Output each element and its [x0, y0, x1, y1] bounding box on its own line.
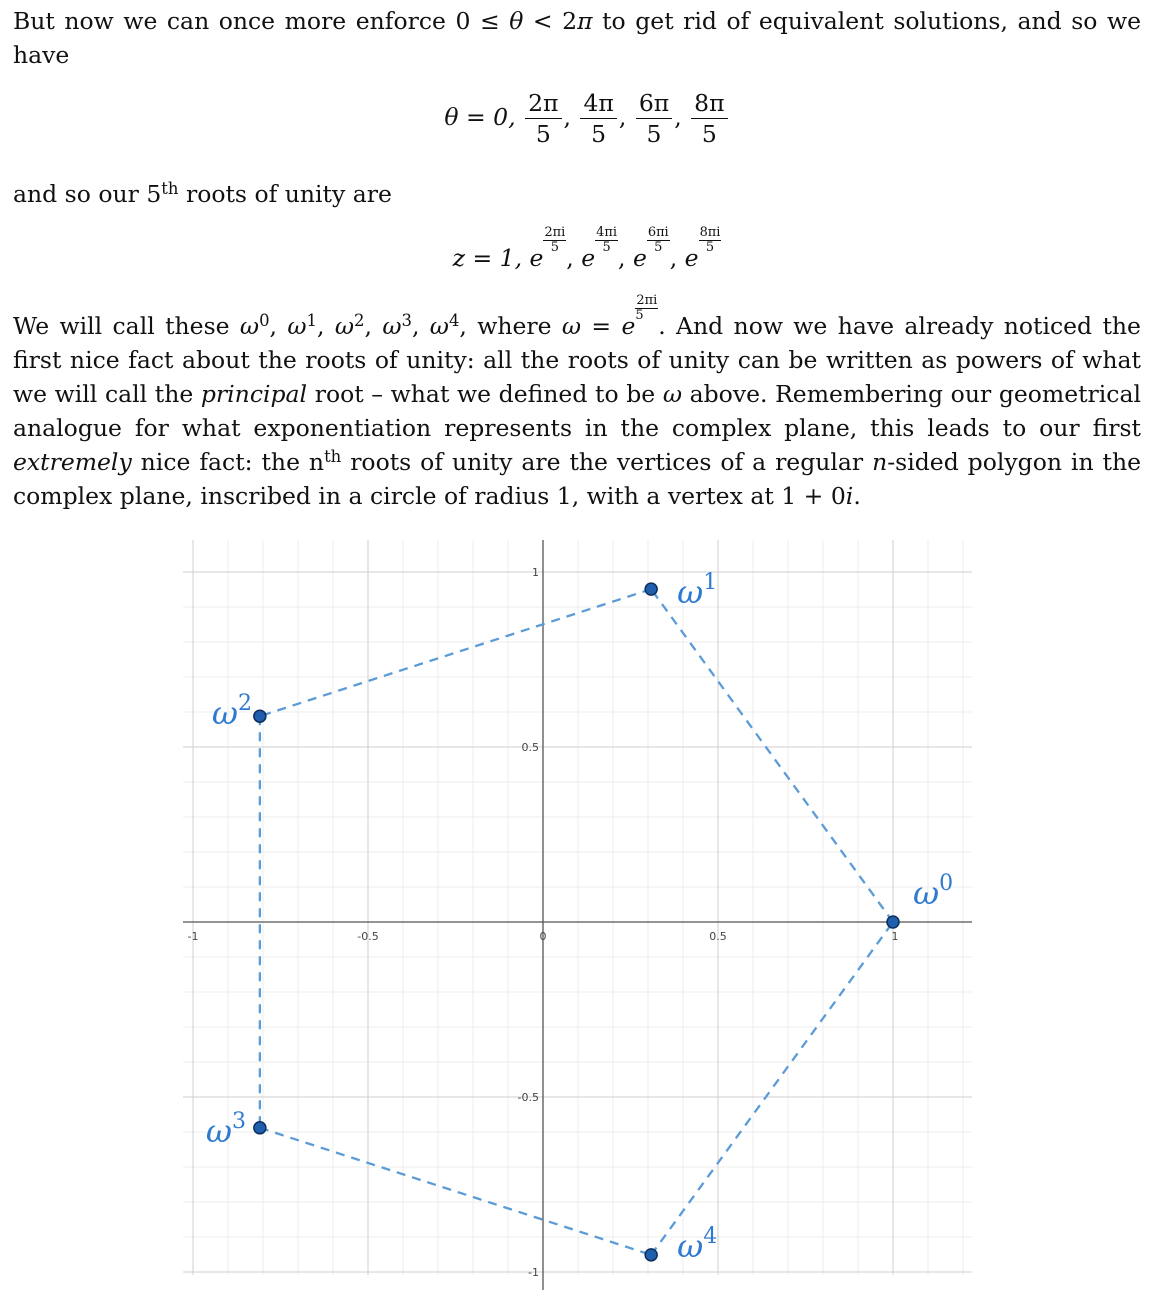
- polygon-edge: [260, 1128, 651, 1255]
- fraction-denominator: 5: [591, 120, 607, 148]
- text-run: < 2: [523, 7, 578, 35]
- exponent-fraction: [595, 226, 618, 255]
- polygon-edge: [260, 589, 651, 716]
- exponent-fraction: [635, 294, 658, 323]
- text-run: We will call these: [13, 312, 240, 340]
- root-labels: [206, 570, 953, 1265]
- omega-symbol: ω: [239, 312, 260, 340]
- n-symbol: n: [872, 448, 888, 476]
- emphasis-text: principal: [200, 380, 308, 408]
- omega-symbol: ω: [287, 312, 307, 340]
- text-run: and so our 5: [13, 180, 162, 208]
- paragraph-intro: [13, 4, 1141, 72]
- fraction-6pi-5: [636, 88, 672, 149]
- polygon-edge: [651, 922, 893, 1255]
- text-run: roots of unity are the vertices of a regular: [341, 448, 873, 476]
- text-run: to get rid of equivalent solutions, and so we have: [13, 7, 1142, 69]
- superscript: 0: [259, 310, 270, 330]
- exponent-numerator: 2πi: [636, 293, 658, 309]
- root-label-ω1: $\omega^1$: [677, 570, 718, 612]
- superscript: 3: [401, 310, 412, 330]
- exponent-fraction: [699, 226, 722, 255]
- text-run: ,: [269, 312, 288, 340]
- superscript: th: [161, 178, 179, 198]
- text-run: ,: [364, 312, 383, 340]
- omega-symbol: ω: [662, 380, 682, 408]
- root-label-ω4: $\omega^4$: [677, 1223, 718, 1265]
- fraction-numerator: 8π: [691, 88, 727, 119]
- exponent-fraction: [647, 226, 670, 255]
- root-point-ω1: [645, 583, 657, 595]
- x-tick-label: 0.5: [709, 930, 727, 943]
- fraction-denominator: 5: [535, 120, 551, 148]
- omega-symbol: ω: [334, 312, 355, 340]
- y-tick-label: 0.5: [521, 741, 539, 754]
- x-tick-label: 0: [539, 930, 547, 943]
- fraction-denominator: 5: [701, 120, 717, 148]
- equation-theta: θ = 0, $\frac{2\pi}{5}$ , $\frac{4\pi}{5}$ , $\frac{6\pi}{5}$ , $\frac{8\pi}{5}$: [0, 88, 1174, 149]
- exponent-denominator: 5: [635, 308, 644, 324]
- x-tick-label: -1: [187, 930, 199, 943]
- text-run: ,: [411, 312, 430, 340]
- text-run: . And now we have already noticed the first nice fact about the roots of unity: all the roots of unity can be written as powers of what we will call the: [13, 312, 1141, 408]
- roots-of-unity-plot: [0, 535, 1174, 1292]
- polygon-edge: [651, 589, 893, 922]
- equation-lhs: z = 1,: [452, 244, 523, 272]
- root-label-ω2: $\omega^2$: [211, 691, 252, 733]
- emphasis-text: extremely: [13, 448, 132, 476]
- exponent-denominator: 5: [705, 240, 715, 256]
- minor-grid: [183, 540, 972, 1275]
- fraction-numerator: 2π: [525, 88, 561, 119]
- superscript: 4: [448, 310, 460, 330]
- y-tick-label: -1: [528, 1266, 539, 1279]
- fraction-8pi-5: [691, 88, 727, 149]
- root-point-ω3: [254, 1122, 266, 1134]
- root-point-ω0: [887, 916, 899, 928]
- exponent-fraction: [543, 226, 566, 255]
- fraction-numerator: 6π: [636, 88, 672, 119]
- text-run: ,: [317, 312, 335, 340]
- exp-base: e: [529, 244, 544, 272]
- pi-symbol: π: [577, 7, 593, 35]
- exponent-numerator: 4πi: [596, 225, 617, 241]
- y-tick-label: -0.5: [517, 1091, 539, 1104]
- text-run: , where: [459, 312, 562, 340]
- superscript: 1: [306, 310, 318, 330]
- equation-lhs: θ = 0,: [444, 103, 516, 131]
- exponent-numerator: 6πi: [647, 225, 669, 241]
- text-run: root – what we defined to be: [307, 380, 663, 408]
- root-label-ω3: $\omega^3$: [205, 1108, 246, 1150]
- x-tick-label: -0.5: [357, 930, 379, 943]
- omega-symbol: ω: [429, 312, 449, 340]
- root-label-ω0: $\omega^0$: [913, 871, 954, 912]
- theta-symbol: θ: [509, 7, 524, 35]
- text-run: .: [853, 482, 861, 510]
- paragraph-roots: [13, 177, 1141, 211]
- fraction-numerator: 4π: [580, 88, 616, 119]
- superscript: th: [324, 446, 342, 466]
- root-point-ω4: [645, 1249, 657, 1261]
- exp-base: e: [581, 244, 596, 272]
- superscript: 2: [354, 310, 365, 330]
- text-run: nice fact: the n: [131, 448, 325, 476]
- exponent-numerator: 2πi: [544, 225, 566, 241]
- exp-base: e: [632, 244, 647, 272]
- text-run: roots of unity are: [178, 180, 392, 208]
- exponent-denominator: 5: [602, 240, 611, 256]
- text-run: -sided polygon in the complex plane, inscribed in a circle of radius 1, with a vertex at 1 + 0: [13, 448, 1141, 510]
- fraction-4pi-5: [580, 88, 616, 149]
- exponent-numerator: 8πi: [699, 225, 721, 241]
- root-point-ω2: [254, 710, 266, 722]
- text-run: But now we can once more enforce 0 ≤: [13, 7, 510, 35]
- fraction-2pi-5: [525, 88, 561, 149]
- omega-definition: ω = e: [561, 312, 636, 340]
- exponent-denominator: 5: [654, 240, 663, 256]
- exp-base: e: [684, 244, 699, 272]
- exponent-denominator: 5: [550, 240, 559, 256]
- i-symbol: i: [845, 482, 854, 510]
- fraction-denominator: 5: [646, 120, 662, 148]
- y-tick-label: 1: [532, 566, 539, 579]
- omega-symbol: ω: [382, 312, 402, 340]
- x-tick-label: 1: [891, 930, 899, 943]
- text-run: above. Remembering our geometrical analogue for what exponentiation represents in the complex plane, this leads to our first: [13, 380, 1141, 442]
- equation-z: z = 1, e $\frac{2\pi i}{5}$ , e $\frac{4\pi i}{5}$ , e $\frac{6\pi i}{5}$ , e $\frac{8\pi i}{5}$: [452, 225, 721, 272]
